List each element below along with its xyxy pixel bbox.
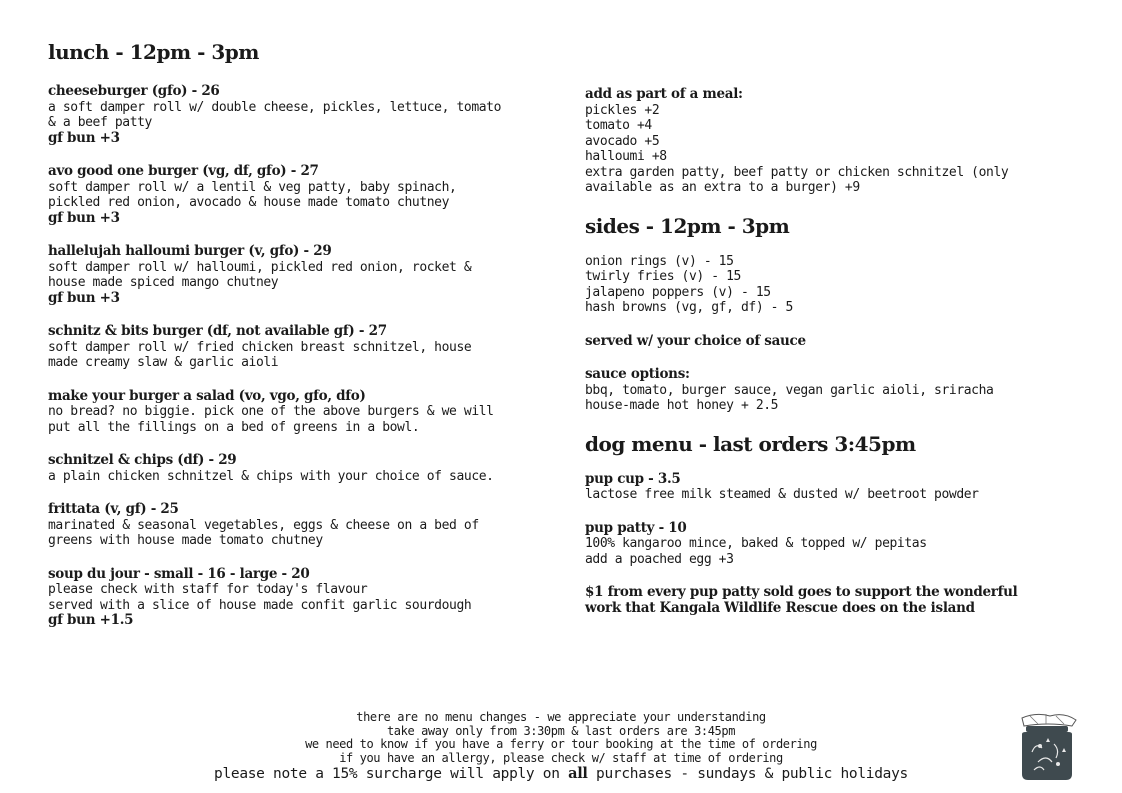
item-desc: house made spiced mango chutney [48, 275, 279, 290]
item-extra: gf bun +3 [48, 289, 120, 306]
menu-item [48, 324, 548, 371]
sauce-title: sauce options: [585, 366, 690, 382]
footer-line: there are no menu changes - we appreciate your understanding [356, 710, 766, 724]
dog-item [585, 472, 1075, 503]
menu-item [48, 84, 548, 146]
item-extra: gf bun +1.5 [48, 612, 134, 628]
footer-line: we need to know if you have a ferry or tour booking at the time of ordering [305, 737, 817, 751]
footer-notes [0, 711, 1122, 783]
jar-logo-svg [1016, 712, 1080, 782]
donation-note [585, 585, 1075, 616]
item-title: pup cup - 3.5 [585, 470, 681, 487]
right-column [585, 40, 1075, 634]
item-desc: 100% kangaroo mince, baked & topped w/ pepitas [585, 536, 927, 551]
item-desc: made creamy slaw & garlic aioli [48, 355, 279, 370]
meal-addons [585, 87, 1075, 196]
sauce-options [585, 367, 1075, 414]
jar-logo-icon [1016, 712, 1080, 782]
item-desc: a soft damper roll w/ double cheese, pickles, lettuce, tomato [48, 99, 502, 115]
side-line: twirly fries (v) - 15 [585, 269, 741, 284]
donation-line: work that Kangala Wildlife Rescue does on the island [585, 599, 975, 616]
item-title: schnitzel & chips (df) - 29 [48, 452, 237, 468]
surcharge-bold: all [568, 765, 588, 782]
surcharge-note [0, 765, 1122, 783]
menu-item [48, 567, 548, 629]
addon-line: halloumi +8 [585, 149, 667, 164]
lunch-title: lunch - 12pm - 3pm [48, 40, 259, 64]
item-desc: & a beef patty [48, 115, 152, 130]
addons-title: add as part of a meal: [585, 86, 743, 102]
side-line: hash browns (vg, gf, df) - 5 [585, 300, 793, 315]
surcharge-post: purchases - sundays & public holidays [587, 766, 908, 782]
item-extra: gf bun +3 [48, 209, 120, 226]
item-desc: soft damper roll w/ a lentil & veg patty, baby spinach, [48, 179, 457, 195]
item-desc: put all the fillings on a bed of greens in a bowl. [48, 419, 420, 435]
lunch-section [48, 40, 548, 647]
item-desc: lactose free milk steamed & dusted w/ beetroot powder [585, 487, 979, 502]
menu-item [48, 164, 548, 226]
menu-item [48, 389, 548, 436]
item-title: hallelujah halloumi burger (v, gfo) - 29 [48, 243, 332, 259]
item-desc: served with a slice of house made confit garlic sourdough [48, 597, 472, 613]
sides-list [585, 254, 1075, 316]
addon-line: available as an extra to a burger) +9 [585, 180, 860, 195]
item-extra: gf bun +3 [48, 129, 120, 146]
addon-line: avocado +5 [585, 133, 660, 149]
addon-line: extra garden patty, beef patty or chicken schnitzel (only [585, 164, 1009, 180]
served-note-block [585, 334, 1075, 350]
item-desc: marinated & seasonal vegetables, eggs & cheese on a bed of [48, 517, 479, 533]
item-desc: greens with house made tomato chutney [48, 533, 323, 548]
item-title: soup du jour - small - 16 - large - 20 [48, 565, 310, 582]
item-title: frittata (v, gf) - 25 [48, 501, 179, 517]
donation-line: $1 from every pup patty sold goes to support the wonderful [585, 584, 1018, 600]
sauce-line: bbq, tomato, burger sauce, vegan garlic aioli, sriracha [585, 382, 994, 398]
footer-line: take away only from 3:30pm & last orders are 3:45pm [386, 723, 736, 738]
item-desc: soft damper roll w/ halloumi, pickled red onion, rocket & [48, 259, 472, 275]
item-title: make your burger a salad (vo, vgo, gfo, dfo) [48, 387, 366, 404]
dog-menu-title: dog menu - last orders 3:45pm [585, 431, 916, 456]
item-desc: soft damper roll w/ fried chicken breast schnitzel, house [48, 339, 472, 355]
addon-line: pickles +2 [585, 102, 660, 118]
side-line: jalapeno poppers (v) - 15 [585, 284, 771, 300]
addon-line: tomato +4 [585, 118, 652, 133]
item-title: avo good one burger (vg, df, gfo) - 27 [48, 163, 319, 179]
item-title: schnitz & bits burger (df, not available gf) - 27 [48, 323, 387, 339]
item-desc: please check with staff for today's flavour [48, 582, 368, 597]
served-note: served w/ your choice of sauce [585, 332, 806, 349]
menu-item [48, 502, 548, 549]
dog-item [585, 521, 1075, 568]
item-title: pup patty - 10 [585, 519, 687, 536]
item-desc: no bread? no biggie. pick one of the above burgers & we will [48, 404, 494, 419]
side-line: onion rings (v) - 15 [585, 253, 734, 269]
surcharge-pre: please note a 15% surcharge will apply on [214, 766, 569, 782]
footer-line: if you have an allergy, please check w/ staff at time of ordering [339, 750, 783, 765]
menu-item [48, 244, 548, 306]
item-desc: add a poached egg +3 [585, 551, 734, 567]
menu-item [48, 453, 548, 484]
item-title: cheeseburger (gfo) - 26 [48, 83, 220, 99]
item-desc: a plain chicken schnitzel & chips with your choice of sauce. [48, 468, 494, 484]
sauce-line: house-made hot honey + 2.5 [585, 398, 779, 413]
sides-title: sides - 12pm - 3pm [585, 213, 790, 238]
item-desc: pickled red onion, avocado & house made tomato chutney [48, 195, 450, 210]
